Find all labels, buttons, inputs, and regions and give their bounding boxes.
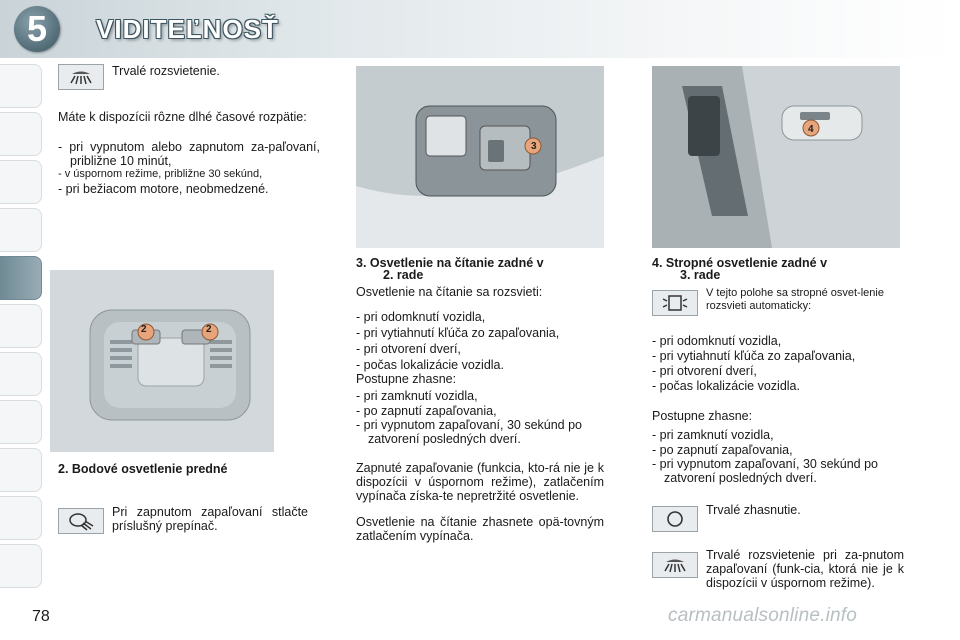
list-item: - pri vypnutom zapaľovaní, 30 sekúnd po zatvorení posledných dverí.: [652, 457, 879, 485]
list-item: - po zapnutí zapaľovania,: [652, 443, 793, 457]
reading-light-intro: Osvetlenie na čítanie sa rozsvieti:: [356, 285, 543, 299]
section-heading-3: 3. Osvetlenie na čítanie zadné v: [356, 256, 544, 270]
list-item: - počas lokalizácie vozidla.: [356, 358, 504, 372]
auto-light-caption: V tejto polohe sa stropné osvet-lenie rozsvieti automaticky:: [706, 287, 884, 312]
chapter-tab-7[interactable]: [0, 352, 42, 396]
spotlight-instruction: Pri zapnutom zapaľovaní stlačte príslušný prepínač.: [112, 505, 308, 533]
list-item: - pri vypnutom alebo zapnutom za-paľovaní, približne 10 minút,: [58, 140, 320, 168]
chapter-tab-5-active[interactable]: [0, 256, 42, 300]
chapter-tab-8[interactable]: [0, 400, 42, 444]
list-item: - pri otvorení dverí,: [356, 342, 461, 356]
switch-off-paragraph: Osvetlenie na čítanie zhasnete opä-tovným zatlačením vypínača.: [356, 515, 604, 543]
door-auto-light-icon: [652, 290, 698, 316]
callout-label: 3: [531, 141, 537, 152]
list-item: - pri vytiahnutí kľúča zo zapaľovania,: [356, 326, 560, 340]
list-item: - počas lokalizácie vozidla.: [652, 379, 800, 393]
chapter-number: 5: [14, 6, 60, 52]
list-item: - pri zamknutí vozidla,: [652, 428, 774, 442]
list-item: - v úspornom režime, približne 30 sekúnd,: [58, 168, 263, 180]
list-item: - pri bežiacom motore, neobmedzené.: [58, 182, 269, 196]
chapter-tab-1[interactable]: [0, 64, 42, 108]
chapter-tab-4[interactable]: [0, 208, 42, 252]
spotlight-press-icon: [58, 508, 104, 534]
chapter-tab-6[interactable]: [0, 304, 42, 348]
chapter-tab-11[interactable]: [0, 544, 42, 588]
list-item: - pri odomknutí vozidla,: [356, 310, 486, 324]
chapter-tab-3[interactable]: [0, 160, 42, 204]
watermark: carmanualsonline.info: [668, 605, 858, 626]
rear-ceiling-light-photo: [652, 66, 900, 248]
rear-reading-light-photo: [356, 66, 604, 248]
permanent-light-icon: [58, 64, 104, 90]
page-number: 78: [32, 608, 50, 625]
list-item: - pri odomknutí vozidla,: [652, 334, 782, 348]
light-off-caption: Trvalé zhasnutie.: [706, 503, 801, 517]
time-range-intro: Máte k dispozícii rôzne dlhé časové rozpätie:: [58, 110, 307, 124]
fade-title: Postupne zhasne:: [356, 372, 457, 386]
list-item: - pri vypnutom zapaľovaní, 30 sekúnd po zatvorení posledných dverí.: [356, 418, 583, 446]
permanent-light-caption: Trvalé rozsvietenie.: [112, 64, 220, 78]
callout-label: 2: [206, 324, 212, 335]
chapter-tab-9[interactable]: [0, 448, 42, 492]
list-item: - pri zamknutí vozidla,: [356, 389, 478, 403]
callout-label: 2: [141, 324, 147, 335]
list-item: - pri otvorení dverí,: [652, 364, 757, 378]
list-item: - pri vytiahnutí kľúča zo zapaľovania,: [652, 349, 856, 363]
chapter-tab-10[interactable]: [0, 496, 42, 540]
list-item: - po zapnutí zapaľovania,: [356, 404, 497, 418]
callout-label: 4: [808, 124, 814, 135]
front-spotlights-photo: [50, 270, 274, 452]
fade-title: Postupne zhasne:: [652, 409, 753, 423]
section-heading-4-cont: 3. rade: [680, 268, 721, 282]
section-heading-3-cont: 2. rade: [383, 268, 424, 282]
light-on-caption: Trvalé rozsvietenie pri za-pnutom zapaľovaní (funk-cia, ktorá nie je k dispozícii v úspornom režime).: [706, 548, 904, 590]
light-on-ignition-icon: [652, 552, 698, 578]
light-off-icon: [652, 506, 698, 532]
page-title: VIDITEĽNOSŤ: [96, 14, 279, 44]
section-heading-4: 4. Stropné osvetlenie zadné v: [652, 256, 828, 270]
chapter-tab-2[interactable]: [0, 112, 42, 156]
section-heading-2: 2. Bodové osvetlenie predné: [58, 462, 228, 476]
eco-mode-paragraph: Zapnuté zapaľovanie (funkcia, kto-rá nie je k dispozícii v úspornom režime), zatlačením vypínača získa-te nepretržité osvetlenie.: [356, 461, 604, 503]
